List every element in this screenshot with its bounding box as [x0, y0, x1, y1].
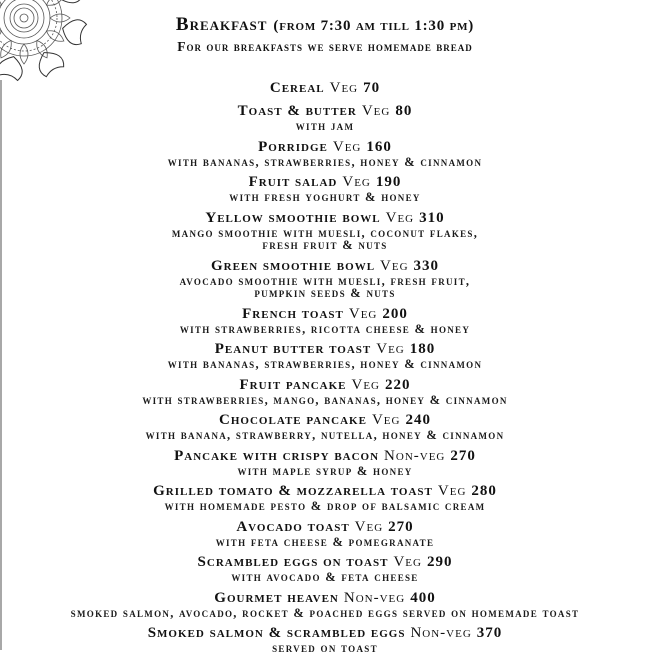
description-line: with banana, strawberry, nutella, honey & cinnamon: [145, 428, 505, 442]
menu-item: [0, 411, 650, 442]
menu-item-name: Scrambled eggs on toast: [197, 554, 389, 570]
menu-item-name: Pancake with crispy bacon: [174, 447, 380, 464]
menu-item-price: 290: [426, 554, 453, 570]
diet-label: Veg: [332, 138, 362, 155]
menu-item-name: Green smoothie bowl: [210, 257, 376, 274]
menu-item-heading: [0, 173, 650, 191]
menu-item-price: 200: [382, 305, 408, 322]
menu-item-description: [0, 191, 650, 204]
menu-item-heading: [0, 79, 650, 97]
description-line: served on toast: [272, 641, 378, 655]
menu-item-heading: [0, 447, 650, 465]
menu-item-description: [0, 429, 650, 442]
menu-item-heading: [0, 589, 650, 607]
diet-label: Veg: [348, 305, 378, 322]
menu-item-name: Toast & butter: [237, 103, 357, 119]
diet-label: Non-veg: [410, 625, 472, 641]
menu-item: [0, 138, 650, 169]
menu-item-name: Gourmet heaven: [214, 589, 339, 606]
serving-hours: (from 7:30 am till 1:30 pm): [273, 18, 475, 34]
menu-item-price: 330: [413, 257, 440, 274]
diet-label: Veg: [354, 518, 384, 535]
menu-item-description: [0, 358, 650, 371]
menu-item-price: 180: [409, 341, 436, 357]
description-line: smoked salmon, avocado, rocket & poached eggs served on homemade toast: [70, 605, 580, 620]
description-line: with feta cheese & pomegranate: [215, 534, 435, 549]
menu-item-heading: [0, 624, 650, 642]
menu-item-price: 270: [388, 518, 414, 535]
menu-item-price: 370: [476, 625, 503, 641]
description-line: with fresh yoghurt & honey: [229, 190, 421, 204]
menu-item-name: Chocolate pancake: [219, 412, 367, 428]
menu-item: [0, 79, 650, 97]
breakfast-menu-list: [0, 79, 650, 660]
diet-label: Veg: [385, 209, 415, 226]
menu-item-name: Grilled tomato & mozzarella toast: [153, 483, 433, 499]
description-line: with strawberries, ricotta cheese & honey: [179, 321, 471, 336]
menu-item-price: 280: [471, 483, 497, 499]
diet-label: Veg: [361, 103, 391, 119]
menu-item-heading: [0, 209, 650, 227]
diet-label: Veg: [342, 174, 371, 190]
diet-label: Veg: [393, 554, 422, 570]
menu-item-heading: [0, 257, 650, 275]
diet-label: Non-veg: [384, 447, 446, 464]
menu-item: [0, 257, 650, 300]
menu-item: [0, 102, 650, 133]
menu-item-heading: [0, 305, 650, 323]
menu-item-heading: [0, 482, 650, 500]
menu-item-name: Yellow smoothie bowl: [205, 209, 381, 226]
page-subtitle: For our breakfasts we serve homemade bread: [177, 39, 473, 54]
description-line: with bananas, strawberries, honey & cinnamon: [167, 154, 483, 169]
menu-item-price: 270: [450, 447, 476, 464]
title-text: Breakfast: [175, 14, 268, 35]
description-line: fresh fruit & nuts: [262, 238, 388, 252]
menu-item-description: [0, 607, 650, 620]
description-line: with strawberries, mango, bananas, honey & cinnamon: [142, 392, 508, 407]
menu-item-price: 310: [419, 209, 445, 226]
menu-item: [0, 518, 650, 549]
menu-item-heading: [0, 376, 650, 394]
menu-item-name: Peanut butter toast: [214, 341, 372, 357]
menu-item-heading: [0, 138, 650, 156]
description-line: avocado smoothie with muesli, fresh fruit,: [179, 273, 471, 288]
menu-item-heading: [0, 102, 650, 120]
description-line: with bananas, strawberries, honey & cinnamon: [167, 357, 483, 371]
menu-item-description: [0, 500, 650, 513]
menu-item-description: [0, 227, 650, 252]
menu-item-name: Avocado toast: [236, 518, 350, 535]
description-line: with homemade pesto & drop of balsamic cream: [164, 499, 486, 513]
menu-item-description: [0, 323, 650, 336]
menu-item: [0, 173, 650, 204]
menu-item-heading: [0, 340, 650, 358]
menu-item: [0, 209, 650, 252]
menu-item-description: [0, 156, 650, 169]
menu-item-name: Cereal: [269, 80, 325, 96]
description-line: pumpkin seeds & nuts: [254, 286, 396, 300]
description-line: with maple syrup & honey: [237, 463, 413, 478]
menu-item-price: 240: [405, 412, 431, 428]
diet-label: Veg: [351, 376, 380, 393]
menu-item-price: 400: [410, 589, 436, 606]
menu-item: [0, 340, 650, 371]
menu-item: [0, 589, 650, 620]
menu-item: [0, 553, 650, 584]
menu-item-description: [0, 120, 650, 133]
menu-item-price: 190: [375, 174, 402, 190]
diet-label: Veg: [371, 412, 401, 428]
diet-label: Veg: [376, 341, 405, 357]
menu-item-description: [0, 275, 650, 300]
description-line: mango smoothie with muesli, coconut flakes,: [171, 225, 479, 240]
menu-item-description: [0, 394, 650, 407]
menu-item-price: 80: [395, 103, 413, 119]
menu-header: [0, 14, 650, 56]
menu-item-price: 220: [385, 376, 411, 393]
page-title: [0, 14, 650, 37]
diet-label: Veg: [437, 483, 467, 499]
menu-item-heading: [0, 411, 650, 429]
menu-item-description: [0, 642, 650, 655]
menu-item-description: [0, 536, 650, 549]
menu-item-name: Fruit salad: [248, 174, 338, 190]
menu-item-name: Smoked salmon & scrambled eggs: [147, 625, 406, 641]
menu-item-price: 160: [366, 138, 392, 155]
menu-item: [0, 447, 650, 478]
menu-item-heading: [0, 518, 650, 536]
diet-label: Veg: [380, 257, 409, 274]
menu-item: [0, 482, 650, 513]
diet-label: Veg: [329, 80, 359, 96]
menu-item-name: French toast: [242, 305, 344, 322]
menu-item: [0, 376, 650, 407]
description-line: with jam: [295, 119, 355, 133]
diet-label: Non-veg: [343, 589, 406, 606]
description-line: with avocado & feta cheese: [231, 570, 419, 584]
menu-item-name: Fruit pancake: [239, 376, 347, 393]
menu-item-heading: [0, 553, 650, 571]
menu-item-price: 70: [363, 80, 381, 96]
menu-item: [0, 305, 650, 336]
menu-item-description: [0, 571, 650, 584]
menu-item-description: [0, 465, 650, 478]
menu-item-name: Porridge: [258, 138, 328, 155]
